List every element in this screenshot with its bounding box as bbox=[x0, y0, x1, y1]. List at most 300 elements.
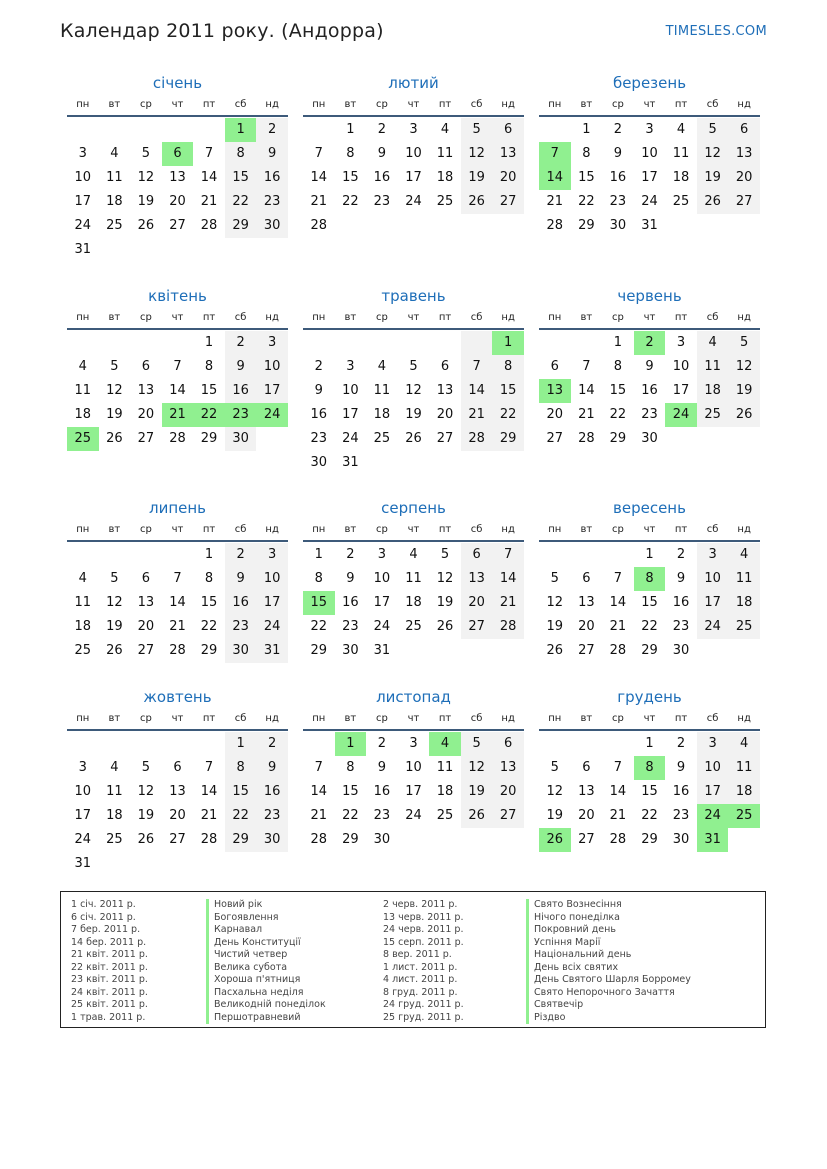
day-cell: 10 bbox=[256, 355, 288, 379]
holiday-day-cell: 4 bbox=[429, 732, 461, 756]
day-cell: 7 bbox=[582, 359, 591, 374]
day-cell: 17 bbox=[74, 808, 92, 823]
day-cell: 23 bbox=[310, 431, 328, 446]
day-cell-empty bbox=[303, 331, 335, 355]
day-cell-empty bbox=[571, 331, 603, 355]
day-cell: 18 bbox=[728, 780, 760, 804]
day-cell: 12 bbox=[137, 170, 155, 185]
day-cell: 4 bbox=[110, 146, 119, 161]
weekday-label: ср bbox=[375, 99, 388, 110]
day-cell: 31 bbox=[256, 639, 288, 663]
day-cell: 27 bbox=[492, 190, 524, 214]
day-cell: 4 bbox=[697, 331, 729, 355]
weekday-label: ср bbox=[611, 524, 624, 535]
month-name: жовтень bbox=[143, 688, 212, 706]
day-cell: 6 bbox=[582, 760, 591, 775]
day-cell: 4 bbox=[78, 571, 87, 586]
day-cell-empty bbox=[99, 732, 131, 756]
legend-holiday-date: 14 бер. 2011 р. bbox=[71, 936, 147, 948]
day-grid bbox=[303, 732, 524, 852]
day-cell: 30 bbox=[310, 455, 328, 470]
legend-holiday-name: День Конституції bbox=[206, 937, 326, 950]
day-cell: 22 bbox=[578, 194, 595, 209]
weekday-label: ср bbox=[375, 524, 388, 535]
day-grid bbox=[67, 331, 288, 451]
day-cell: 3 bbox=[697, 732, 729, 756]
day-cell-empty bbox=[398, 331, 430, 355]
day-cell: 4 bbox=[728, 732, 760, 756]
day-cell: 17 bbox=[697, 591, 729, 615]
day-cell: 10 bbox=[641, 146, 658, 161]
weekday-label: вт bbox=[108, 99, 121, 110]
day-cell: 29 bbox=[310, 643, 328, 658]
holiday-day-cell: 2 bbox=[634, 331, 666, 355]
month-4 bbox=[67, 286, 288, 451]
weekday-label: нд bbox=[265, 312, 279, 323]
legend-holiday-date: 2 черв. 2011 р. bbox=[383, 899, 458, 910]
day-cell: 16 bbox=[256, 166, 288, 190]
day-cell: 25 bbox=[436, 194, 454, 209]
day-cell: 4 bbox=[728, 543, 760, 567]
day-cell: 31 bbox=[74, 856, 92, 871]
month-name: червень bbox=[617, 287, 682, 305]
day-cell: 11 bbox=[672, 146, 690, 161]
day-cell: 21 bbox=[609, 619, 627, 634]
weekday-label: нд bbox=[737, 524, 751, 535]
day-cell-empty bbox=[130, 331, 162, 355]
weekday-header bbox=[539, 310, 760, 330]
day-cell-empty bbox=[99, 543, 131, 567]
day-cell: 25 bbox=[672, 194, 690, 209]
day-cell-empty bbox=[130, 732, 162, 756]
day-cell: 11 bbox=[436, 760, 454, 775]
day-cell: 16 bbox=[641, 383, 658, 398]
day-cell: 11 bbox=[74, 595, 92, 610]
weekday-label: чт bbox=[643, 312, 656, 323]
legend-holiday-date: 7 бер. 2011 р. bbox=[71, 924, 141, 935]
weekday-label: пт bbox=[202, 312, 216, 323]
day-cell: 16 bbox=[225, 379, 257, 403]
day-cell-empty bbox=[162, 331, 194, 355]
day-cell: 16 bbox=[225, 591, 257, 615]
weekday-label: вт bbox=[580, 524, 593, 535]
day-cell: 5 bbox=[461, 732, 493, 756]
weekday-label: пт bbox=[202, 713, 216, 724]
day-cell-empty bbox=[193, 732, 225, 756]
day-cell: 27 bbox=[578, 832, 595, 847]
holiday-day-cell: 1 bbox=[492, 331, 524, 355]
day-cell: 24 bbox=[405, 194, 422, 209]
day-cell: 3 bbox=[377, 547, 387, 562]
day-cell-empty bbox=[162, 118, 194, 142]
legend-dates-right bbox=[383, 899, 464, 1024]
day-cell: 7 bbox=[314, 146, 323, 161]
day-cell: 20 bbox=[169, 194, 186, 209]
day-cell-empty bbox=[539, 331, 571, 355]
day-cell: 4 bbox=[409, 547, 418, 562]
day-cell: 11 bbox=[373, 383, 391, 398]
day-grid bbox=[539, 732, 760, 852]
day-cell: 1 bbox=[582, 122, 591, 137]
day-cell: 31 bbox=[342, 455, 359, 470]
day-cell: 18 bbox=[436, 784, 454, 799]
day-cell: 26 bbox=[697, 190, 729, 214]
holiday-day-cell: 8 bbox=[634, 756, 666, 780]
day-cell: 20 bbox=[578, 619, 595, 634]
weekday-label: пт bbox=[674, 713, 688, 724]
day-cell: 20 bbox=[461, 591, 493, 615]
weekday-label: вт bbox=[108, 524, 121, 535]
page-title: Календар 2011 року. (Андорра) bbox=[60, 20, 384, 42]
weekday-label: нд bbox=[265, 524, 279, 535]
day-cell: 22 bbox=[342, 808, 359, 823]
weekday-label: сб bbox=[706, 524, 719, 535]
day-cell: 20 bbox=[436, 407, 454, 422]
weekday-label: сб bbox=[706, 312, 719, 323]
day-cell-empty bbox=[193, 118, 225, 142]
day-cell: 20 bbox=[492, 780, 524, 804]
day-cell: 26 bbox=[461, 190, 493, 214]
day-cell: 21 bbox=[609, 808, 627, 823]
day-cell: 11 bbox=[728, 756, 760, 780]
weekday-label: сб bbox=[470, 524, 483, 535]
day-cell: 13 bbox=[461, 567, 493, 591]
weekday-label: нд bbox=[501, 713, 515, 724]
day-cell: 12 bbox=[137, 784, 155, 799]
day-cell-empty bbox=[67, 543, 99, 567]
weekday-label: пт bbox=[438, 99, 452, 110]
month-10 bbox=[67, 687, 288, 876]
weekday-header bbox=[67, 310, 288, 330]
day-cell: 10 bbox=[256, 567, 288, 591]
day-cell: 20 bbox=[137, 407, 155, 422]
day-cell: 18 bbox=[373, 407, 391, 422]
month-11 bbox=[303, 687, 524, 852]
weekday-label: чт bbox=[171, 713, 184, 724]
weekday-label: нд bbox=[501, 99, 515, 110]
weekday-label: пт bbox=[674, 524, 688, 535]
day-grid bbox=[539, 331, 760, 451]
legend-holiday-name: Різдво bbox=[526, 1012, 691, 1025]
weekday-label: вт bbox=[344, 524, 357, 535]
day-cell: 23 bbox=[256, 804, 288, 828]
day-cell: 29 bbox=[609, 431, 627, 446]
day-cell: 29 bbox=[578, 218, 595, 233]
day-cell: 7 bbox=[204, 146, 214, 161]
day-cell: 5 bbox=[440, 547, 450, 562]
weekday-label: сб bbox=[234, 713, 247, 724]
weekday-label: чт bbox=[407, 524, 420, 535]
day-cell: 17 bbox=[256, 591, 288, 615]
holiday-day-cell: 25 bbox=[728, 804, 760, 828]
legend-holiday-date: 23 квіт. 2011 р. bbox=[71, 974, 148, 985]
legend-holiday-date: 1 трав. 2011 р. bbox=[71, 1011, 146, 1023]
day-cell: 13 bbox=[578, 784, 595, 799]
month-name: грудень bbox=[617, 688, 682, 706]
day-cell: 3 bbox=[697, 543, 729, 567]
weekday-label: ср bbox=[139, 99, 152, 110]
day-cell: 14 bbox=[310, 170, 328, 185]
legend-holiday-name: Свято Непорочного Зачаття bbox=[526, 987, 691, 1000]
day-cell: 10 bbox=[697, 756, 729, 780]
legend-holiday-name: Успіння Марії bbox=[526, 937, 691, 950]
day-cell: 20 bbox=[546, 407, 564, 422]
weekday-label: сб bbox=[470, 99, 483, 110]
weekday-label: пн bbox=[312, 524, 326, 535]
day-cell: 25 bbox=[74, 643, 92, 658]
day-cell: 21 bbox=[546, 194, 564, 209]
day-cell: 5 bbox=[697, 118, 729, 142]
legend-holiday-name: Нічого понеділка bbox=[526, 912, 691, 925]
month-name: лютий bbox=[388, 74, 439, 92]
day-cell: 12 bbox=[546, 784, 564, 799]
day-cell: 21 bbox=[578, 407, 595, 422]
day-cell: 19 bbox=[546, 619, 564, 634]
day-cell: 25 bbox=[436, 808, 454, 823]
day-cell: 26 bbox=[728, 403, 760, 427]
day-cell: 30 bbox=[225, 427, 257, 451]
day-cell: 6 bbox=[550, 359, 559, 374]
day-cell: 23 bbox=[373, 194, 391, 209]
day-cell: 11 bbox=[106, 784, 123, 799]
day-cell: 14 bbox=[609, 784, 627, 799]
day-cell-empty bbox=[602, 543, 634, 567]
day-cell: 9 bbox=[346, 571, 355, 586]
weekday-label: пн bbox=[76, 524, 90, 535]
legend-holiday-name: Новий рік bbox=[206, 899, 326, 912]
day-cell: 14 bbox=[200, 170, 218, 185]
holiday-day-cell: 23 bbox=[225, 403, 257, 427]
day-cell: 4 bbox=[78, 359, 87, 374]
day-cell: 7 bbox=[492, 543, 524, 567]
day-cell-empty bbox=[539, 543, 571, 567]
weekday-label: нд bbox=[501, 312, 515, 323]
day-cell: 29 bbox=[641, 643, 658, 658]
day-cell: 1 bbox=[204, 335, 214, 350]
weekday-label: пт bbox=[202, 524, 216, 535]
day-cell: 12 bbox=[728, 355, 760, 379]
day-cell: 11 bbox=[74, 383, 92, 398]
day-cell: 28 bbox=[609, 643, 627, 658]
day-cell: 7 bbox=[173, 359, 182, 374]
legend-holiday-date: 24 груд. 2011 р. bbox=[383, 999, 464, 1010]
holiday-day-cell: 26 bbox=[539, 828, 571, 852]
day-cell: 10 bbox=[697, 567, 729, 591]
weekday-header bbox=[67, 522, 288, 542]
day-cell: 19 bbox=[546, 808, 564, 823]
day-cell: 5 bbox=[409, 359, 418, 374]
day-cell: 8 bbox=[346, 146, 355, 161]
weekday-label: ср bbox=[375, 312, 388, 323]
legend-holiday-date: 21 квіт. 2011 р. bbox=[71, 949, 148, 960]
day-cell: 21 bbox=[310, 808, 328, 823]
day-cell: 5 bbox=[550, 760, 559, 775]
weekday-label: нд bbox=[737, 713, 751, 724]
day-cell: 1 bbox=[613, 335, 623, 350]
day-grid bbox=[303, 118, 524, 238]
day-cell: 22 bbox=[200, 619, 218, 634]
day-cell: 21 bbox=[492, 591, 524, 615]
day-cell: 27 bbox=[169, 218, 186, 233]
day-cell: 27 bbox=[137, 643, 155, 658]
day-cell: 19 bbox=[106, 619, 123, 634]
day-cell: 23 bbox=[672, 808, 690, 823]
weekday-label: пт bbox=[202, 99, 216, 110]
day-cell: 5 bbox=[110, 571, 119, 586]
day-cell: 11 bbox=[697, 355, 729, 379]
day-cell: 10 bbox=[405, 146, 422, 161]
day-cell: 16 bbox=[256, 780, 288, 804]
day-cell: 30 bbox=[256, 214, 288, 238]
day-cell: 2 bbox=[346, 547, 355, 562]
day-cell: 14 bbox=[609, 595, 627, 610]
weekday-label: пт bbox=[438, 524, 452, 535]
holiday-day-cell: 8 bbox=[634, 567, 666, 591]
day-cell: 14 bbox=[492, 567, 524, 591]
day-cell: 14 bbox=[578, 383, 595, 398]
legend-holiday-name: Велика субота bbox=[206, 962, 326, 975]
day-cell: 17 bbox=[405, 784, 422, 799]
day-cell: 3 bbox=[78, 760, 87, 775]
day-cell: 17 bbox=[74, 194, 92, 209]
day-cell: 12 bbox=[546, 595, 564, 610]
day-cell: 2 bbox=[377, 736, 387, 751]
holiday-day-cell: 24 bbox=[256, 403, 288, 427]
legend-holiday-date: 4 лист. 2011 р. bbox=[383, 974, 458, 985]
day-cell: 20 bbox=[578, 808, 595, 823]
day-cell-empty bbox=[461, 331, 493, 355]
day-cell: 13 bbox=[492, 756, 524, 780]
weekday-label: чт bbox=[171, 524, 184, 535]
weekday-label: пн bbox=[312, 713, 326, 724]
day-cell: 12 bbox=[436, 571, 454, 586]
legend-dates-left bbox=[71, 899, 148, 1024]
legend-holiday-date: 1 січ. 2011 р. bbox=[71, 899, 136, 910]
day-cell: 15 bbox=[492, 379, 524, 403]
legend-holiday-date: 8 вер. 2011 р. bbox=[383, 949, 452, 960]
day-cell: 26 bbox=[436, 619, 454, 634]
weekday-label: чт bbox=[643, 524, 656, 535]
day-cell: 2 bbox=[225, 331, 257, 355]
day-cell: 4 bbox=[440, 122, 450, 137]
day-cell: 3 bbox=[645, 122, 654, 137]
weekday-label: пн bbox=[548, 713, 562, 724]
holiday-day-cell: 13 bbox=[539, 379, 571, 403]
day-cell: 5 bbox=[141, 146, 151, 161]
day-cell: 3 bbox=[409, 736, 418, 751]
day-cell-empty bbox=[571, 732, 603, 756]
day-cell: 18 bbox=[106, 194, 123, 209]
day-cell: 13 bbox=[169, 170, 186, 185]
day-cell: 26 bbox=[405, 431, 422, 446]
weekday-label: пн bbox=[76, 99, 90, 110]
day-cell: 21 bbox=[169, 619, 186, 634]
holiday-day-cell: 24 bbox=[665, 403, 697, 427]
day-cell: 9 bbox=[225, 567, 257, 591]
legend-holiday-date: 25 квіт. 2011 р. bbox=[71, 999, 148, 1010]
day-cell: 23 bbox=[256, 190, 288, 214]
day-cell: 19 bbox=[461, 166, 493, 190]
day-cell: 21 bbox=[310, 194, 328, 209]
legend-holiday-date: 24 черв. 2011 р. bbox=[383, 924, 464, 935]
weekday-label: пт bbox=[674, 312, 688, 323]
day-cell: 12 bbox=[106, 595, 123, 610]
weekday-label: нд bbox=[265, 713, 279, 724]
day-cell: 8 bbox=[613, 359, 623, 374]
day-cell: 24 bbox=[405, 808, 422, 823]
weekday-label: ср bbox=[611, 312, 624, 323]
day-cell: 15 bbox=[225, 166, 257, 190]
day-cell: 8 bbox=[225, 756, 257, 780]
day-cell: 16 bbox=[310, 407, 328, 422]
day-cell: 22 bbox=[492, 403, 524, 427]
day-cell: 8 bbox=[346, 760, 355, 775]
day-cell-empty bbox=[67, 331, 99, 355]
day-cell: 9 bbox=[377, 146, 387, 161]
day-cell: 9 bbox=[225, 355, 257, 379]
day-cell: 6 bbox=[173, 760, 182, 775]
day-cell: 24 bbox=[256, 615, 288, 639]
day-cell: 25 bbox=[106, 832, 123, 847]
day-cell: 10 bbox=[373, 571, 391, 586]
weekday-label: чт bbox=[643, 713, 656, 724]
day-cell-empty bbox=[539, 732, 571, 756]
day-cell: 28 bbox=[578, 431, 595, 446]
day-cell: 1 bbox=[346, 122, 355, 137]
day-cell: 26 bbox=[461, 804, 493, 828]
weekday-label: пт bbox=[438, 312, 452, 323]
day-cell: 27 bbox=[728, 190, 760, 214]
day-cell-empty bbox=[539, 118, 571, 142]
day-cell: 27 bbox=[578, 643, 595, 658]
day-cell: 8 bbox=[492, 355, 524, 379]
day-cell: 12 bbox=[697, 142, 729, 166]
day-cell: 22 bbox=[641, 808, 658, 823]
day-cell: 16 bbox=[373, 784, 391, 799]
day-cell: 7 bbox=[613, 760, 623, 775]
legend-holiday-name: День всіх святих bbox=[526, 962, 691, 975]
legend-holiday-name: Покровний день bbox=[526, 924, 691, 937]
day-cell: 26 bbox=[106, 431, 123, 446]
day-cell: 10 bbox=[405, 760, 422, 775]
day-cell: 14 bbox=[200, 784, 218, 799]
day-cell: 15 bbox=[578, 170, 595, 185]
day-cell: 13 bbox=[728, 142, 760, 166]
month-name: листопад bbox=[376, 688, 451, 706]
day-cell: 9 bbox=[377, 760, 387, 775]
weekday-label: сб bbox=[234, 99, 247, 110]
day-cell: 25 bbox=[106, 218, 123, 233]
day-cell: 23 bbox=[342, 619, 359, 634]
day-cell: 3 bbox=[409, 122, 418, 137]
day-cell: 23 bbox=[373, 808, 391, 823]
day-cell: 8 bbox=[204, 571, 214, 586]
day-cell: 21 bbox=[461, 403, 493, 427]
day-cell: 7 bbox=[314, 760, 323, 775]
day-cell: 24 bbox=[641, 194, 658, 209]
weekday-label: пн bbox=[548, 99, 562, 110]
day-cell: 1 bbox=[225, 732, 257, 756]
weekday-label: чт bbox=[171, 99, 184, 110]
day-cell: 15 bbox=[342, 170, 359, 185]
day-cell-empty bbox=[130, 543, 162, 567]
day-cell: 19 bbox=[461, 780, 493, 804]
month-name: липень bbox=[148, 499, 207, 517]
day-cell-empty bbox=[602, 732, 634, 756]
day-cell: 5 bbox=[110, 359, 119, 374]
day-cell: 13 bbox=[436, 383, 454, 398]
site-link[interactable]: TIMESLES.COM bbox=[665, 24, 767, 39]
